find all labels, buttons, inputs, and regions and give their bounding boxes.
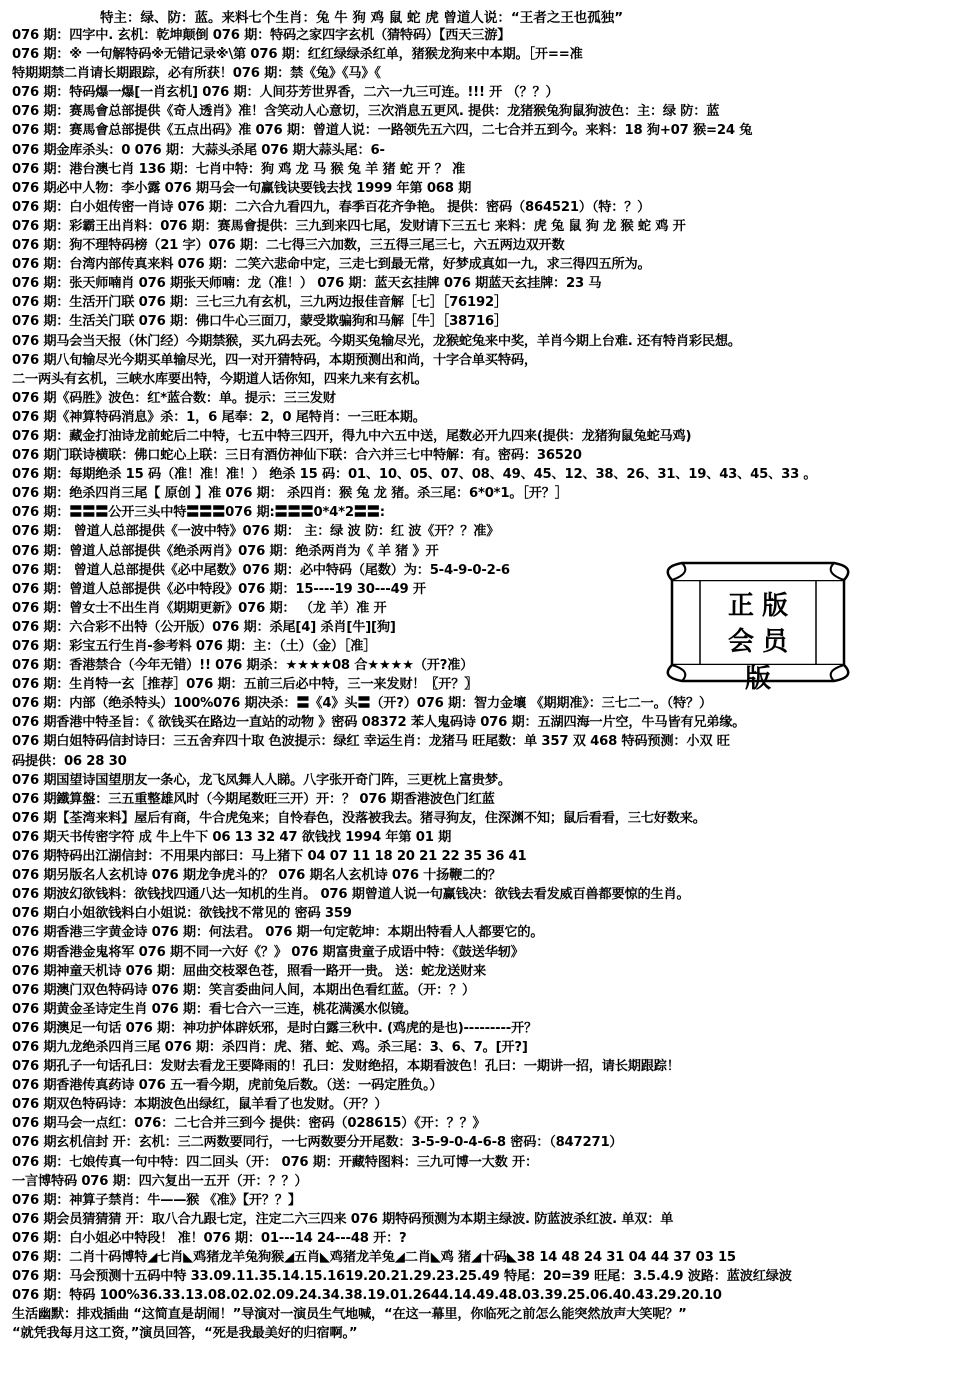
text-line: 076 期：台湾内部传真来料 076 期：二笑六悲命中定，三走七到最无常，好梦成真如一九，求三得四五所为。: [12, 257, 651, 273]
text-line: 076 期：港台澳七肖 136 期：七肖中特：狗 鸡 龙 马 猴 兔 羊 猪 蛇 开 ？ 准: [12, 161, 466, 177]
text-line: 076 期：神算子禁肖：牛——猴 《准》【开？？】: [12, 1192, 301, 1208]
text-line: 076 期：马会预测十五码中特 33.09.11.35.14.15.1619.20.21.29.23.25.49 特尾：20=39 旺尾：3.5.4.9 波路：蓝波红绿波: [12, 1269, 792, 1285]
text-line: 076 期香港中特圣旨：《 欲钱买在路边一直站的动物 》密码 08372 苯人鬼码诗 076 期：五湖四海一片空，牛马皆有兄弟缘。: [12, 715, 746, 731]
text-line: 076 期黄金圣诗定生肖 076 期：看七合六一三连，桃花满溪水似镜。: [12, 1001, 417, 1017]
text-line: 076 期：赛馬會总部提供《五点出码》准 076 期：曾道人说：一路领先五六四，二七合并五到今。来料：18 狗+07 猴=24 兔: [12, 123, 753, 139]
text-line: 076 期八旬输尽光今期买单输尽光，四一对开猜特码，本期预测出和尚，十字合单买特码，: [12, 352, 537, 368]
text-line: 生活幽默：排戏插曲 “这简直是胡闹！”导演对一演员生气地喊，“在这一幕里，你临死之前怎么能突然放声大笑呢？”: [12, 1307, 687, 1323]
text-line: 076 期门联诗横联：佛口蛇心上联：三日有酒仿神仙下联：合六并三七中特解：有。密码：36520: [12, 448, 582, 464]
text-line: 076 期：每期绝杀 15 码（准！准！准！） 绝杀 15 码：01、10、05、07、08、49、45、12、38、26、31、19、43、45、33 。: [12, 467, 817, 483]
text-line: 076 期双色特码诗：本期波色出绿红，鼠羊看了也发财。（开？）: [12, 1097, 388, 1113]
text-line: 076 期神童天机诗 076 期：屈曲交枝翠色苍，照看一路开一贵。 送：蛇龙送财来: [12, 963, 487, 979]
text-line: 076 期白小姐欲钱料白小姐说：欲钱找不常见的 密码 359: [12, 906, 352, 922]
text-line: 076 期：狗不理特码榜（21 字）076 期：二七得三六加数，三五得三尾三七，六五两边双开数: [12, 238, 565, 254]
text-line: 076 期：曾道人总部提供《必中特段》076 期：15----19 30---49 开: [12, 581, 426, 597]
text-line: 076 期白姐特码信封诗曰：三五舍弃四十取 色波提示：绿红 幸运生肖：龙猪马 旺尾数：单 357 双 468 特码预测：小双 旺: [12, 734, 730, 750]
text-line: “就凭我每月这工资，”演员回答，“死是我最美好的归宿啊。”: [12, 1326, 358, 1342]
text-line: 076 期天书传密字符 成 牛上牛下 06 13 32 47 欲钱找 1994 年第 01 期: [12, 829, 452, 845]
text-line: 076 期：白小姐必中特段！ 准！076 期：01---14 24---48 开：?: [12, 1230, 407, 1246]
text-line: 076 期香港金鬼将军 076 期不同一六好《？》 076 期富贵童子成语中特：《鼓送华轫》: [12, 944, 524, 960]
text-line: 076 期孔子一句话孔曰：发财去看龙王要降雨的！孔曰：发财绝招，本期看波色！孔曰：一期讲一招，请长期跟踪！: [12, 1059, 680, 1075]
text-line: 076 期：白小姐传密一肖诗 076 期：二六合九看四九，春季百花齐争艳。 提供：密码（864521）（特：？）: [12, 199, 651, 215]
text-line: 076 期马会一点红：076：二七合并三到今 提供：密码（028615）《开：？？》: [12, 1116, 486, 1132]
text-line: 076 期：六合彩不出特（公开版）076 期：杀尾[4] 杀肖[牛][狗]: [12, 619, 396, 635]
text-line: 一言博特码 076 期：四六复出一五开（开：？？）: [12, 1173, 308, 1189]
official-member-badge: [652, 555, 864, 694]
text-line: 076 期：赛馬會总部提供《奇人透肖》准！含笑动人心意切，三次消息五更风. 提供：龙猪猴兔狗鼠狗波色：主：绿 防：蓝: [12, 104, 720, 120]
text-line: 076 期：特码爆一爆[一肖玄机] 076 期：人间芬芳世界香，二六一九三可连。!!! 开 （？？）: [12, 85, 559, 101]
text-line: 076 期：彩霸王出肖料：076 期：赛馬會提供：三九到来四七尾，发财请下三五七 来料：虎 兔 鼠 狗 龙 猴 蛇 鸡 开: [12, 218, 686, 234]
text-line: 076 期：四字中. 玄机：乾坤颠倒 076 期：特码之家四字玄机（猜特码）【西天三游】: [12, 28, 511, 43]
text-line: 076 期：内部（绝杀特头）100%076 期决杀：〓《4》头〓（开?）076 期：智力金壤 《期期准》：三七二一。（特？）: [12, 696, 712, 712]
text-line: 二一两头有玄机，三峡水库要出特，今期道人话你知，四来九来有玄机。: [12, 371, 428, 387]
text-line: 076 期必中人物：李小露 076 期马会一句赢钱诀要钱去找 1999 年第 068 期: [12, 180, 472, 196]
text-line: 076 期澳足一句话 076 期：神功护体辟妖邪，是时白露三秋中. (鸡虎的是也)---------开？: [12, 1020, 537, 1036]
text-line: 076 期： 曾道人总部提供《必中尾数》076 期：必中特码（尾数）为：5-4-9-0-2-6: [12, 562, 510, 578]
text-line: 076 期：藏金打油诗龙前蛇后二中特，七五中特三四开，得九中六五中送，尾数必开九四来(提供：龙猪狗鼠兔蛇马鸡): [12, 428, 692, 444]
text-line: 076 期：香港禁合（今年无错）!! 076 期杀：★★★★08 合★★★★（开?准）: [12, 658, 474, 674]
text-line: 076 期：二肖十码博特◢七肖◣鸡猪龙羊兔狗猴◢五肖◣鸡猪龙羊兔◢二肖◣鸡 猪◢十码◣38 14 48 24 31 04 44 37 03 15: [12, 1250, 736, 1265]
page-header: 特主：绿、防：蓝。来料七个生肖：兔 牛 狗 鸡 鼠 蛇 虎 曾道人说：“王者之王也孤独”: [100, 10, 624, 26]
text-line: 076 期【荃湾来料】屋后有商，牛合虎兔来；自怜春色，没落被我去。猪寻狗友，住深渊不知；鼠后看看，三七好数来。: [12, 810, 706, 826]
text-line: 076 期澳门双色特码诗 076 期：笑言委曲问人间，本期出色看红蓝。（开：？）: [12, 982, 476, 998]
text-line: 076 期波幻欲钱料：欲钱找四通八达一知机的生肖。 076 期曾道人说一句赢钱决：欲钱去看发威百兽都要惊的生肖。: [12, 887, 690, 903]
text-line: 076 期《码胜》波色：红*蓝合数：单。提示：三三发财: [12, 390, 336, 406]
text-line: 076 期：绝杀四肖三尾【 原创 】准 076 期： 杀四肖：猴 兔 龙 猪。杀三尾：6*0*1。［开？］: [12, 486, 568, 502]
text-line: 码提供：06 28 30: [12, 753, 127, 769]
text-line: 076 期会员猜猜猜 开：取八合九跟七定，注定二六三四来 076 期特码预测为本期主绿波. 防蓝波杀红波. 单双：单: [12, 1211, 674, 1227]
text-line: 076 期：曾道人总部提供《绝杀两肖》076 期：绝杀两肖为《 羊 猪 》开: [12, 543, 439, 559]
badge-line-1: 正版: [727, 591, 796, 621]
text-line: 076 期香港三字黄金诗 076 期：何法君。 076 期一句定乾坤：本期出特看人人都要它的。: [12, 925, 544, 941]
text-line: 076 期：〓〓〓公开三头中特〓〓〓076 期:〓〓〓0*4*2〓〓:: [12, 505, 385, 521]
text-line: 076 期：曾女士不出生肖《期期更新》076 期： （龙 羊）准 开: [12, 600, 387, 616]
text-line: 076 期：彩宝五行生肖-参考料 076 期：主：（土）（金）［准］: [12, 639, 377, 654]
text-line: 076 期：特码 100%36.33.13.08.02.02.09.24.34.38.19.01.2644.14.49.48.03.39.25.06.40.43.29.20.10: [12, 1288, 722, 1304]
text-line: 076 期九龙绝杀四肖三尾 076 期：杀四肖：虎、猪、蛇、鸡。杀三尾：3、6、7。[开?]: [12, 1039, 528, 1055]
badge-line-2: 会员版: [727, 627, 796, 694]
text-line: 076 期：生活开门联 076 期：三七三九有玄机，三九两边报佳音解［七］［76192］: [12, 295, 507, 311]
text-line: 076 期：※ 一句解特码※无错记录※\第 076 期：红红绿绿杀红单，猪猴龙狗来中本期。［开==准: [12, 47, 583, 63]
text-line: 076 期另版名人玄机诗 076 期龙争虎斗的？ 076 期名人玄机诗 076 十扬鞭二的？: [12, 868, 502, 884]
text-line: 076 期《神算特码消息》杀：1，6 尾奉：2，0 尾特肖：一三旺本期。: [12, 409, 426, 425]
text-line: 076 期香港传真药诗 076 五一看今期，虎前兔后数。（送：一码定胜负。）: [12, 1078, 443, 1094]
text-line: 特期期禁二肖请长期跟踪，必有所获！076 期：禁《兔》《马》《: [12, 66, 381, 82]
text-line: 076 期：七娘传真一句中特：四二回头（开： 076 期：开藏特图料：三九可博一大数 开：: [12, 1154, 538, 1170]
text-line: 076 期： 曾道人总部提供《一波中特》076 期： 主：绿 波 防：红 波《开？？准》: [12, 524, 500, 540]
text-line: 076 期：生活关门联 076 期：佛口牛心三面刀，蒙受欺骗狗和马解［牛］［38716］: [12, 314, 507, 330]
text-line: 076 期：张天师喃肖 076 期张天师喃：龙（准！） 076 期：蓝天玄挂牌 076 期蓝天玄挂牌：23 马: [12, 276, 602, 292]
text-line: 076 期马会当天报（休门经）今期禁猴，买九码去死。今期买兔输尽光，龙猴蛇兔来中奖，羊肖今期上台难. 还有特肖彩民想。: [12, 333, 741, 349]
text-line: 076 期玄机信封 开：玄机：三二两数要同行，一七两数要分开尾数：3-5-9-0-4-6-8 密码：（847271）: [12, 1135, 623, 1151]
text-line: 076 期金库杀头：0 076 期：大蒜头杀尾 076 期大蒜头尾：6-: [12, 142, 385, 158]
text-line: 076 期国望诗国望朋友一条心，龙飞凤舞人人睇。八字张开奇门阵，三更枕上富贵梦。: [12, 772, 511, 788]
text-line: 076 期：生肖特一玄［推荐］076 期：五前三后必中特，三一来发财！〖开？〗: [12, 677, 478, 693]
text-line: 076 期鐵算盤：三五重整雄风时（今期尾数旺三开）开：？ 076 期香港波色门红蓝: [12, 791, 495, 807]
text-line: 076 期特码出江湖信封：不用果内部曰：马上猪下 04 07 11 18 20 21 22 35 36 41: [12, 849, 527, 865]
